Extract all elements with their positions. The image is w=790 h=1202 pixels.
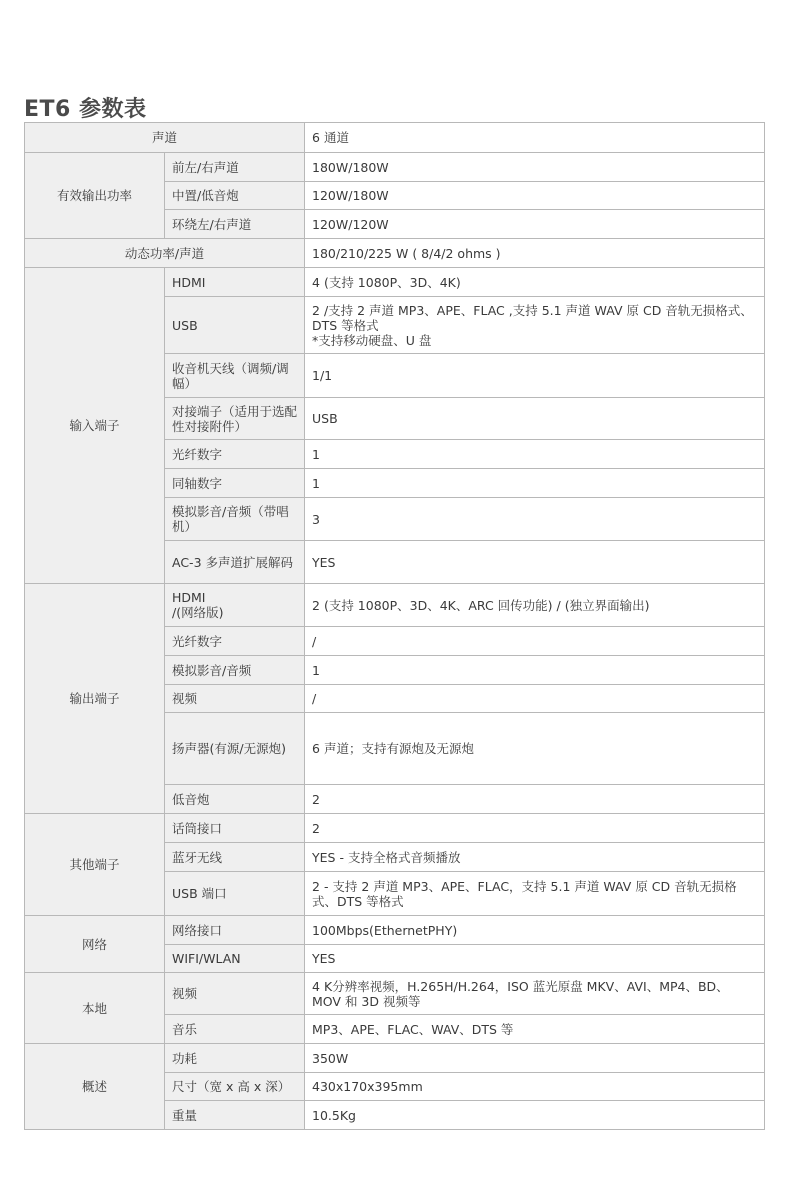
item-cell: 音乐 [165,1015,305,1044]
value-cell: 2 [305,785,765,814]
category-cell: 声道 [25,123,305,153]
item-cell: 低音炮 [165,785,305,814]
table-row [25,239,765,268]
item-cell: 话筒接口 [165,814,305,843]
value-cell: 350W [305,1044,765,1073]
value-cell: MP3、APE、FLAC、WAV、DTS 等 [305,1015,765,1044]
value-cell: USB [305,398,765,440]
value-cell: 1 [305,440,765,469]
item-cell: 功耗 [165,1044,305,1073]
item-cell: 对接端子（适用于选配性对接附件） [165,398,305,440]
item-cell: 网络接口 [165,916,305,945]
value-cell: 4 K分辨率视频，H.265H/H.264，ISO 蓝光原盘 MKV、AVI、MP4、BD、MOV 和 3D 视频等 [305,973,765,1015]
item-cell: 蓝牙无线 [165,843,305,872]
item-cell: 光纤数字 [165,440,305,469]
item-cell: 扬声器(有源/无源炮) [165,713,305,785]
item-cell: WIFI/WLAN [165,945,305,973]
table-row [25,123,765,153]
value-cell: YES [305,945,765,973]
category-cell: 输出端子 [25,584,165,814]
category-cell: 本地 [25,973,165,1044]
table-row [25,814,765,843]
item-cell: 视频 [165,973,305,1015]
category-cell: 有效输出功率 [25,153,165,239]
value-cell: 6 通道 [305,123,765,153]
value-cell: 2 - 支持 2 声道 MP3、APE、FLAC，支持 5.1 声道 WAV 原 CD 音轨无损格式、DTS 等格式 [305,872,765,916]
item-cell: AC-3 多声道扩展解码 [165,541,305,584]
item-cell: HDMI /(网络版) [165,584,305,627]
table-row [25,1044,765,1073]
item-cell: HDMI [165,268,305,297]
value-cell: 2 /支持 2 声道 MP3、APE、FLAC ,支持 5.1 声道 WAV 原 CD 音轨无损格式、DTS 等格式 *支持移动硬盘、U 盘 [305,297,765,354]
table-row [25,584,765,627]
item-cell: USB 端口 [165,872,305,916]
table-row [25,153,765,182]
item-cell: 光纤数字 [165,627,305,656]
category-cell: 网络 [25,916,165,973]
value-cell: 430x170x395mm [305,1073,765,1101]
category-cell: 其他端子 [25,814,165,916]
item-cell: USB [165,297,305,354]
value-cell: 2 (支持 1080P、3D、4K、ARC 回传功能) / (独立界面输出) [305,584,765,627]
value-cell: / [305,685,765,713]
value-cell: 120W/180W [305,182,765,210]
table-row [25,268,765,297]
value-cell: 1/1 [305,354,765,398]
category-cell: 输入端子 [25,268,165,584]
item-cell: 尺寸（宽 x 高 x 深） [165,1073,305,1101]
category-cell: 概述 [25,1044,165,1130]
value-cell: 3 [305,498,765,541]
item-cell: 模拟影音/音频 [165,656,305,685]
value-cell: / [305,627,765,656]
table-row [25,973,765,1015]
item-cell: 视频 [165,685,305,713]
value-cell: 120W/120W [305,210,765,239]
value-cell: 1 [305,469,765,498]
item-cell: 模拟影音/音频（带唱机） [165,498,305,541]
item-cell: 同轴数字 [165,469,305,498]
item-cell: 中置/低音炮 [165,182,305,210]
value-cell: 6 声道；支持有源炮及无源炮 [305,713,765,785]
value-cell: YES [305,541,765,584]
value-cell: 100Mbps(EthernetPHY) [305,916,765,945]
table-row [25,916,765,945]
value-cell: 180W/180W [305,153,765,182]
page-title: ET6 参数表 [24,97,147,122]
value-cell: 1 [305,656,765,685]
value-cell: 10.5Kg [305,1101,765,1130]
item-cell: 前左/右声道 [165,153,305,182]
value-cell: 4 (支持 1080P、3D、4K) [305,268,765,297]
item-cell: 环绕左/右声道 [165,210,305,239]
value-cell: YES - 支持全格式音频播放 [305,843,765,872]
spec-table [24,122,765,1130]
item-cell: 重量 [165,1101,305,1130]
value-cell: 2 [305,814,765,843]
item-cell: 收音机天线（调频/调幅） [165,354,305,398]
category-cell: 动态功率/声道 [25,239,305,268]
value-cell: 180/210/225 W ( 8/4/2 ohms ) [305,239,765,268]
